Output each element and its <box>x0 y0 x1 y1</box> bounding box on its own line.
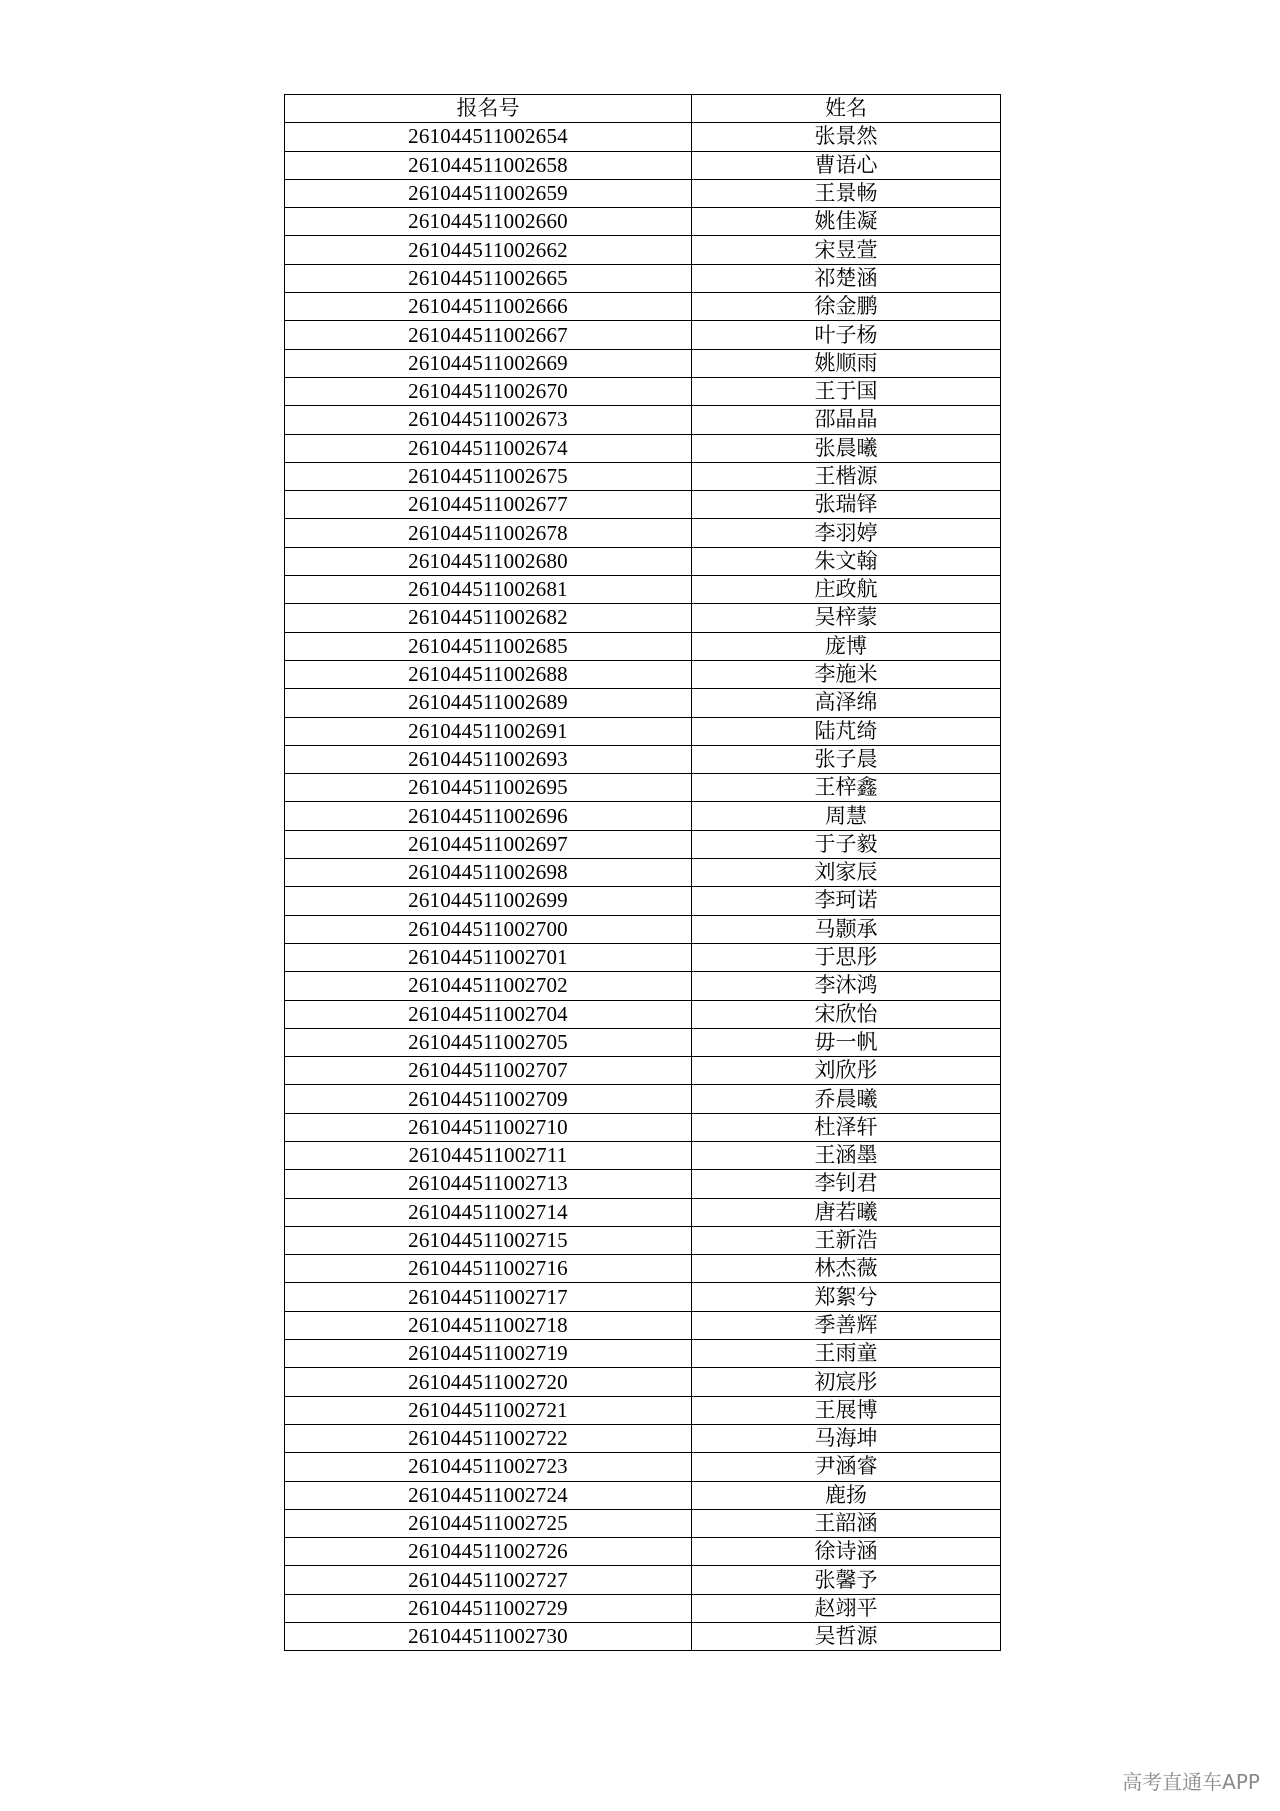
table-row <box>285 1623 1001 1651</box>
table-row <box>285 802 1001 830</box>
registration-number-cell: 261044511002654 <box>285 123 692 151</box>
watermark: 高考直通车APP <box>1122 1770 1260 1794</box>
student-name-cell: 周慧 <box>692 802 1001 830</box>
header-row <box>285 95 1001 123</box>
registration-number-cell: 261044511002691 <box>285 717 692 745</box>
registration-number-cell: 261044511002695 <box>285 774 692 802</box>
table-row <box>285 1283 1001 1311</box>
table-row <box>285 462 1001 490</box>
table-row <box>285 1198 1001 1226</box>
registration-number-cell: 261044511002702 <box>285 972 692 1000</box>
table-row <box>285 264 1001 292</box>
student-name-cell: 毋一帆 <box>692 1028 1001 1056</box>
registration-number-cell: 261044511002707 <box>285 1057 692 1085</box>
table-row <box>285 1226 1001 1254</box>
table-row <box>285 1509 1001 1537</box>
table-row <box>285 377 1001 405</box>
student-name-cell: 王韶涵 <box>692 1509 1001 1537</box>
registration-number-cell: 261044511002710 <box>285 1113 692 1141</box>
table-row <box>285 1340 1001 1368</box>
registration-number-cell: 261044511002665 <box>285 264 692 292</box>
registration-number-cell: 261044511002727 <box>285 1566 692 1594</box>
registration-table <box>284 94 1001 1651</box>
table-row <box>285 321 1001 349</box>
table-row <box>285 689 1001 717</box>
registration-number-cell: 261044511002662 <box>285 236 692 264</box>
table-row <box>285 151 1001 179</box>
table-row <box>285 1566 1001 1594</box>
registration-number-cell: 261044511002705 <box>285 1028 692 1056</box>
table-row <box>285 491 1001 519</box>
table-row <box>285 632 1001 660</box>
student-name-cell: 朱文翰 <box>692 547 1001 575</box>
table-row <box>285 406 1001 434</box>
table-row <box>285 972 1001 1000</box>
table-row <box>285 830 1001 858</box>
student-name-cell: 马海坤 <box>692 1424 1001 1452</box>
table-row <box>285 576 1001 604</box>
student-name-cell: 姚顺雨 <box>692 349 1001 377</box>
registration-number-cell: 261044511002716 <box>285 1255 692 1283</box>
table-row <box>285 547 1001 575</box>
table-body <box>285 123 1001 1651</box>
registration-number-cell: 261044511002688 <box>285 660 692 688</box>
student-name-cell: 于思彤 <box>692 943 1001 971</box>
table-row <box>285 1141 1001 1169</box>
registration-number-cell: 261044511002658 <box>285 151 692 179</box>
table-row <box>285 1255 1001 1283</box>
registration-number-cell: 261044511002709 <box>285 1085 692 1113</box>
table-row <box>285 1368 1001 1396</box>
registration-number-cell: 261044511002693 <box>285 745 692 773</box>
table-row <box>285 1311 1001 1339</box>
student-name-cell: 张瑞铎 <box>692 491 1001 519</box>
table-row <box>285 293 1001 321</box>
table-row <box>285 1538 1001 1566</box>
student-name-cell: 王楷源 <box>692 462 1001 490</box>
table-row <box>285 1453 1001 1481</box>
registration-number-cell: 261044511002669 <box>285 349 692 377</box>
table-row <box>285 604 1001 632</box>
registration-number-cell: 261044511002681 <box>285 576 692 604</box>
table-row <box>285 717 1001 745</box>
table-row <box>285 943 1001 971</box>
registration-number-cell: 261044511002678 <box>285 519 692 547</box>
registration-number-cell: 261044511002674 <box>285 434 692 462</box>
student-name-cell: 郑絮兮 <box>692 1283 1001 1311</box>
registration-number-cell: 261044511002726 <box>285 1538 692 1566</box>
registration-number-cell: 261044511002720 <box>285 1368 692 1396</box>
student-name-cell: 吴梓蒙 <box>692 604 1001 632</box>
table-row <box>285 774 1001 802</box>
table-row <box>285 1057 1001 1085</box>
registration-number-cell: 261044511002696 <box>285 802 692 830</box>
student-name-cell: 曹语心 <box>692 151 1001 179</box>
table-row <box>285 1396 1001 1424</box>
registration-number-cell: 261044511002718 <box>285 1311 692 1339</box>
table-row <box>285 1028 1001 1056</box>
registration-number-cell: 261044511002715 <box>285 1226 692 1254</box>
registration-number-cell: 261044511002677 <box>285 491 692 519</box>
table-row <box>285 1085 1001 1113</box>
registration-number-cell: 261044511002730 <box>285 1623 692 1651</box>
table-row <box>285 887 1001 915</box>
header-name: 姓名 <box>692 95 1001 123</box>
table-row <box>285 915 1001 943</box>
table-row <box>285 859 1001 887</box>
student-name-cell: 王于国 <box>692 377 1001 405</box>
registration-number-cell: 261044511002729 <box>285 1594 692 1622</box>
registration-number-cell: 261044511002675 <box>285 462 692 490</box>
student-name-cell: 吴哲源 <box>692 1623 1001 1651</box>
table-row <box>285 1594 1001 1622</box>
registration-number-cell: 261044511002700 <box>285 915 692 943</box>
student-name-cell: 王展博 <box>692 1396 1001 1424</box>
student-name-cell: 张馨予 <box>692 1566 1001 1594</box>
registration-number-cell: 261044511002711 <box>285 1141 692 1169</box>
table-row <box>285 179 1001 207</box>
table-row <box>285 1424 1001 1452</box>
registration-number-cell: 261044511002719 <box>285 1340 692 1368</box>
student-name-cell: 陆芃绮 <box>692 717 1001 745</box>
registration-number-cell: 261044511002722 <box>285 1424 692 1452</box>
student-name-cell: 赵翊平 <box>692 1594 1001 1622</box>
registration-number-cell: 261044511002660 <box>285 208 692 236</box>
student-name-cell: 季善辉 <box>692 1311 1001 1339</box>
registration-number-cell: 261044511002673 <box>285 406 692 434</box>
table-row <box>285 1000 1001 1028</box>
student-name-cell: 乔晨曦 <box>692 1085 1001 1113</box>
registration-number-cell: 261044511002714 <box>285 1198 692 1226</box>
table-row <box>285 236 1001 264</box>
registration-number-cell: 261044511002698 <box>285 859 692 887</box>
table-row <box>285 519 1001 547</box>
student-name-cell: 张子晨 <box>692 745 1001 773</box>
table-row <box>285 434 1001 462</box>
table-row <box>285 208 1001 236</box>
registration-number-cell: 261044511002725 <box>285 1509 692 1537</box>
student-name-cell: 马颢承 <box>692 915 1001 943</box>
table-row <box>285 1170 1001 1198</box>
student-name-cell: 唐若曦 <box>692 1198 1001 1226</box>
registration-number-cell: 261044511002682 <box>285 604 692 632</box>
student-name-cell: 林杰薇 <box>692 1255 1001 1283</box>
student-name-cell: 庞博 <box>692 632 1001 660</box>
student-name-cell: 刘欣彤 <box>692 1057 1001 1085</box>
table-row <box>285 1481 1001 1509</box>
registration-number-cell: 261044511002667 <box>285 321 692 349</box>
registration-number-cell: 261044511002723 <box>285 1453 692 1481</box>
student-name-cell: 徐诗涵 <box>692 1538 1001 1566</box>
student-name-cell: 王新浩 <box>692 1226 1001 1254</box>
table-row <box>285 660 1001 688</box>
student-name-cell: 李钊君 <box>692 1170 1001 1198</box>
student-name-cell: 李沐鸿 <box>692 972 1001 1000</box>
registration-number-cell: 261044511002685 <box>285 632 692 660</box>
student-name-cell: 刘家辰 <box>692 859 1001 887</box>
registration-number-cell: 261044511002699 <box>285 887 692 915</box>
registration-number-cell: 261044511002704 <box>285 1000 692 1028</box>
student-name-cell: 杜泽轩 <box>692 1113 1001 1141</box>
student-name-cell: 宋昱萱 <box>692 236 1001 264</box>
registration-number-cell: 261044511002721 <box>285 1396 692 1424</box>
header-registration-number: 报名号 <box>285 95 692 123</box>
student-name-cell: 李羽婷 <box>692 519 1001 547</box>
student-name-cell: 宋欣怡 <box>692 1000 1001 1028</box>
student-name-cell: 鹿扬 <box>692 1481 1001 1509</box>
registration-number-cell: 261044511002670 <box>285 377 692 405</box>
student-name-cell: 王雨童 <box>692 1340 1001 1368</box>
student-name-cell: 张晨曦 <box>692 434 1001 462</box>
table-row <box>285 745 1001 773</box>
registration-number-cell: 261044511002666 <box>285 293 692 321</box>
registration-number-cell: 261044511002697 <box>285 830 692 858</box>
student-name-cell: 尹涵睿 <box>692 1453 1001 1481</box>
student-name-cell: 祁楚涵 <box>692 264 1001 292</box>
student-name-cell: 张景然 <box>692 123 1001 151</box>
student-name-cell: 李珂诺 <box>692 887 1001 915</box>
student-name-cell: 徐金鹏 <box>692 293 1001 321</box>
table-row <box>285 1113 1001 1141</box>
student-name-cell: 庄政航 <box>692 576 1001 604</box>
registration-number-cell: 261044511002713 <box>285 1170 692 1198</box>
registration-number-cell: 261044511002724 <box>285 1481 692 1509</box>
student-name-cell: 高泽绵 <box>692 689 1001 717</box>
table-row <box>285 349 1001 377</box>
student-name-cell: 王梓鑫 <box>692 774 1001 802</box>
student-name-cell: 初宸彤 <box>692 1368 1001 1396</box>
registration-number-cell: 261044511002680 <box>285 547 692 575</box>
registration-number-cell: 261044511002717 <box>285 1283 692 1311</box>
student-name-cell: 王涵墨 <box>692 1141 1001 1169</box>
registration-number-cell: 261044511002701 <box>285 943 692 971</box>
student-name-cell: 于子毅 <box>692 830 1001 858</box>
student-name-cell: 邵晶晶 <box>692 406 1001 434</box>
student-name-cell: 李施米 <box>692 660 1001 688</box>
table-row <box>285 123 1001 151</box>
registration-number-cell: 261044511002689 <box>285 689 692 717</box>
registration-number-cell: 261044511002659 <box>285 179 692 207</box>
student-name-cell: 王景畅 <box>692 179 1001 207</box>
student-name-cell: 姚佳凝 <box>692 208 1001 236</box>
student-name-cell: 叶子杨 <box>692 321 1001 349</box>
table-header <box>285 95 1001 123</box>
